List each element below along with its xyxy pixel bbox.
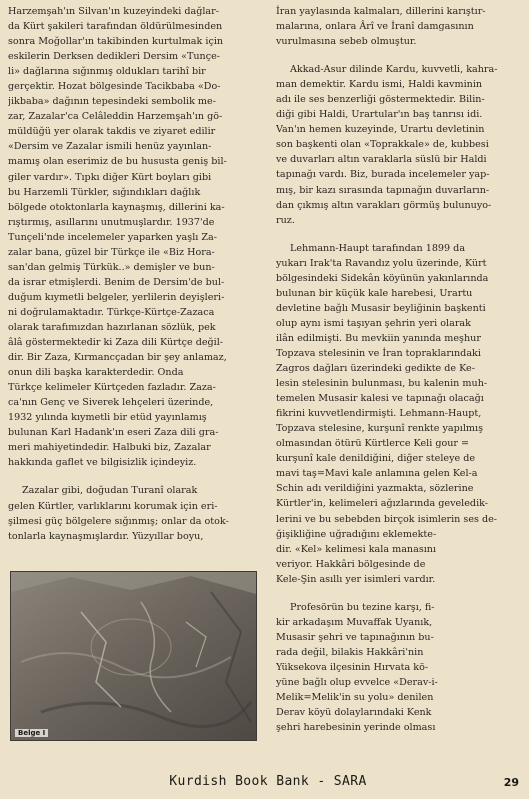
text-line: kir arkadaşım Muvaffak Uyanık,	[276, 616, 433, 628]
left-paragraph-1	[8, 4, 260, 470]
text-line: gelen Kürtler, varlıklarını korumak için eri-	[8, 500, 218, 512]
text-line: mavi taş=Mavi kale anlamına gelen Kel-a	[276, 468, 478, 480]
text-line: Kele-Şin asıllı yer isimleri vardır.	[276, 573, 436, 585]
text-line: Yüksekova ilçesinin Hırvata kö-	[276, 661, 429, 673]
text-line: Profesörün bu tezine karşı, fi-	[290, 601, 435, 613]
text-line: da Kürt şakileri tarafından öldürülmesinden	[8, 21, 223, 33]
text-line: Akkad-Asur dilinde Kardu, kuvvetli, kahra-	[290, 64, 498, 76]
text-line: gerçektir. Hozat bölgesinde Tacikbaba «Do-	[8, 81, 221, 93]
text-line: müldüğü yer olarak takdis ve ziyaret edilir	[8, 126, 216, 138]
text-line: adı ile ses benzerliği göstermektedir. Bilin-	[276, 94, 485, 106]
text-line: onun dili başka karakterdedir. Onda	[8, 367, 184, 379]
text-line: da israr etmişlerdi. Benim de Dersim'de bul-	[8, 276, 225, 288]
text-line: Melik=Melik'in su yolu» denilen	[276, 692, 434, 704]
text-line: jikbaba» dağının tepesindeki sembolik me-	[8, 96, 216, 108]
text-line: Topzava stelesinin ve İran topraklarındaki	[276, 347, 481, 359]
text-line: zalar bana, güzel bir Türkçe ile «Biz Hora-	[8, 246, 215, 258]
text-line: meri mahiyetindedir. Halbuki biz, Zazalar	[8, 442, 211, 454]
text-line: Derav köyü dolaylarındaki Kenk	[276, 707, 432, 719]
text-line: «Dersim ve Zazalar ismili henüz yayınlan-	[8, 141, 212, 153]
text-line: ca'nın Genç ve Siverek lehçeleri üzerinde,	[8, 397, 214, 409]
text-line: şilmesi güç bölgelere sığınmış; onlar da otok-	[8, 515, 229, 527]
text-line: bulunan Karl Hadank'ın eseri Zaza dili gra-	[8, 427, 219, 439]
text-line: sonra Moğollar'ın takibinden kurtulmak için	[8, 36, 224, 48]
right-paragraph-4	[276, 600, 522, 735]
text-line: şehri harebesinin yerinde olması	[276, 722, 436, 734]
text-line: olup aynı ismi taşıyan şehrin yeri olarak	[276, 317, 471, 329]
text-line: bölgede otoktonlarla kaynaşmış, dillerini ka-	[8, 201, 225, 213]
text-line: dan çıkmış altın varakları görmüş bulunuyo-	[276, 199, 492, 211]
text-line: tonlarla kaynaşmışlardır. Yüzyıllar boyu,	[8, 530, 204, 542]
text-line: lesin stelesinin bulunması, bu kalenin muh-	[276, 378, 488, 390]
figure-photo	[10, 571, 257, 741]
text-line: fikrini kuvvetlendirmişti. Lehmann-Haupt,	[276, 408, 482, 420]
text-line: Harzemşah'ın Silvan'ın kuzeyindeki dağlar-	[8, 6, 219, 17]
text-line: Van'ın hemen kuzeyinde, Urartu devletinin	[276, 124, 485, 136]
text-line: ruz.	[276, 214, 295, 226]
text-line: Zagros dağları üzerindeki gedikte de Ke-	[276, 363, 475, 375]
text-line: ilân edilmişti. Bu mevkiin yanında meşhur	[276, 332, 481, 344]
text-line: 1932 yılında kıymetli bir etüd yayınlamış	[8, 412, 207, 424]
text-line: Zazalar gibi, doğudan Turanî olarak	[22, 485, 198, 497]
text-line: rada değil, bilakis Hakkâri'nin	[276, 646, 424, 658]
text-line: dir. «Kel» kelimesi kala manasını	[276, 543, 437, 555]
text-line: Türkçe kelimeler Kürtçeden fazladır. Zaza-	[8, 382, 216, 394]
text-line: eskilerin Derksen dedikleri Dersim «Tunçe-	[8, 51, 221, 63]
text-line: vurulmasına sebeb olmuştur.	[276, 36, 417, 48]
text-line: Schin adı verildiğini yazmakta, sözlerine	[276, 483, 474, 495]
text-line: bölgesindeki Sidekân köyünün yakınlarında	[276, 272, 489, 284]
text-line: mış, bir kazı sırasında tapınağın duvarların-	[276, 184, 490, 196]
text-line: olarak tarafımızdan hazırlanan sözlük, pek	[8, 321, 216, 333]
text-line: son başkenti olan «Toprakkale» de, kubbesi	[276, 139, 489, 151]
text-line: Tunçeli'nde incelemeler yaparken yaşlı Za-	[8, 231, 218, 243]
text-line: san'dan gelmiş Türkük..» demişler ve bun-	[8, 261, 215, 273]
text-line: bu Harzemli Türkler, sığındıkları dağlık	[8, 186, 201, 198]
left-column	[8, 4, 260, 544]
left-paragraph-2	[8, 483, 260, 543]
text-line: lerini ve bu sebebden birçok isimlerin ses de-	[276, 513, 498, 525]
text-line: Kürtler'in, kelimeleri ağızlarında geveledik-	[276, 498, 489, 510]
text-line: ğişikliğine uğradığını eklemekte-	[276, 528, 437, 540]
text-line: duğum kıymetli belgeler, yerlilerin deyişleri-	[8, 291, 225, 303]
text-line: dir. Bir Zaza, Kırmancçadan bir şey anlamaz,	[8, 352, 227, 364]
text-line: veriyor. Hakkâri bölgesinde de	[276, 558, 426, 570]
text-line: diği gibi Haldi, Urartular'ın baş tanrısı idi.	[276, 109, 483, 121]
rock-relief-photo-icon	[11, 572, 256, 740]
text-line: yüne bağlı olup evvelce «Derav-i-	[276, 676, 438, 688]
right-paragraph-3	[276, 241, 522, 587]
page-number: 29	[503, 776, 519, 789]
footer-source: Kurdish Book Bank - SARA	[169, 774, 367, 789]
right-paragraph-2	[276, 62, 522, 228]
text-line: malarına, onlara Ârî ve İranî damgasının	[276, 21, 474, 33]
text-line: Topzava stelesine, kurşunî renkte yapılmış	[276, 423, 484, 435]
text-line: devletine bağlı Musasir beyliğinin başkenti	[276, 302, 486, 314]
text-line: âlâ göstermektedir ki Zaza dili Kürtçe değil-	[8, 337, 224, 349]
text-line: kurşunî kale denildiğini, diğer steleye de	[276, 453, 476, 465]
text-line: Lehmann-Haupt tarafından 1899 da	[290, 242, 466, 254]
text-line: olmasından ötürü Kürtlerce Keli gour =	[276, 438, 470, 450]
text-line: giler vardır». Tıpkı diğer Kürt boyları gibi	[8, 171, 212, 183]
text-line: mamış olan eserimiz de bu hususta geniş bil-	[8, 156, 227, 168]
text-line: ni doğrulamaktadır. Türkçe-Kürtçe-Zazaca	[8, 306, 215, 318]
text-line: zar, Zazalar'ca Celâleddin Harzemşah'ın gö-	[8, 111, 223, 123]
text-line: bulunan bir küçük kale harebesi, Urartu	[276, 287, 473, 299]
figure-caption: Belge I	[15, 729, 48, 737]
text-line: rıştırmış, asıllarını unutmuşlardır. 1937'de	[8, 216, 215, 228]
text-line: li» dağlarına sığınmış oldukları tarihî bir	[8, 66, 206, 78]
text-line: man demektir. Kardu ismi, Haldi kavminin	[276, 79, 483, 91]
text-line: temelen Musasir kalesi ve tapınağı olacağı	[276, 393, 484, 405]
right-paragraph-1	[276, 4, 522, 49]
text-line: hakkında gaflet ve bilgisizlik içindeyiz.	[8, 457, 197, 469]
text-line: ve duvarları altın varaklarla süslü bir Haldi	[276, 154, 487, 166]
text-line: Musasir şehri ve tapınağının bu-	[276, 631, 434, 643]
text-line: yukarı Irak'ta Ravandız yolu üzerinde, Kürt	[276, 257, 487, 269]
text-line: İran yaylasında kalmaları, dillerini karıştır-	[276, 6, 486, 17]
right-column	[276, 4, 522, 735]
text-line: tapınağı vardı. Biz, burada incelemeler yap-	[276, 169, 490, 181]
